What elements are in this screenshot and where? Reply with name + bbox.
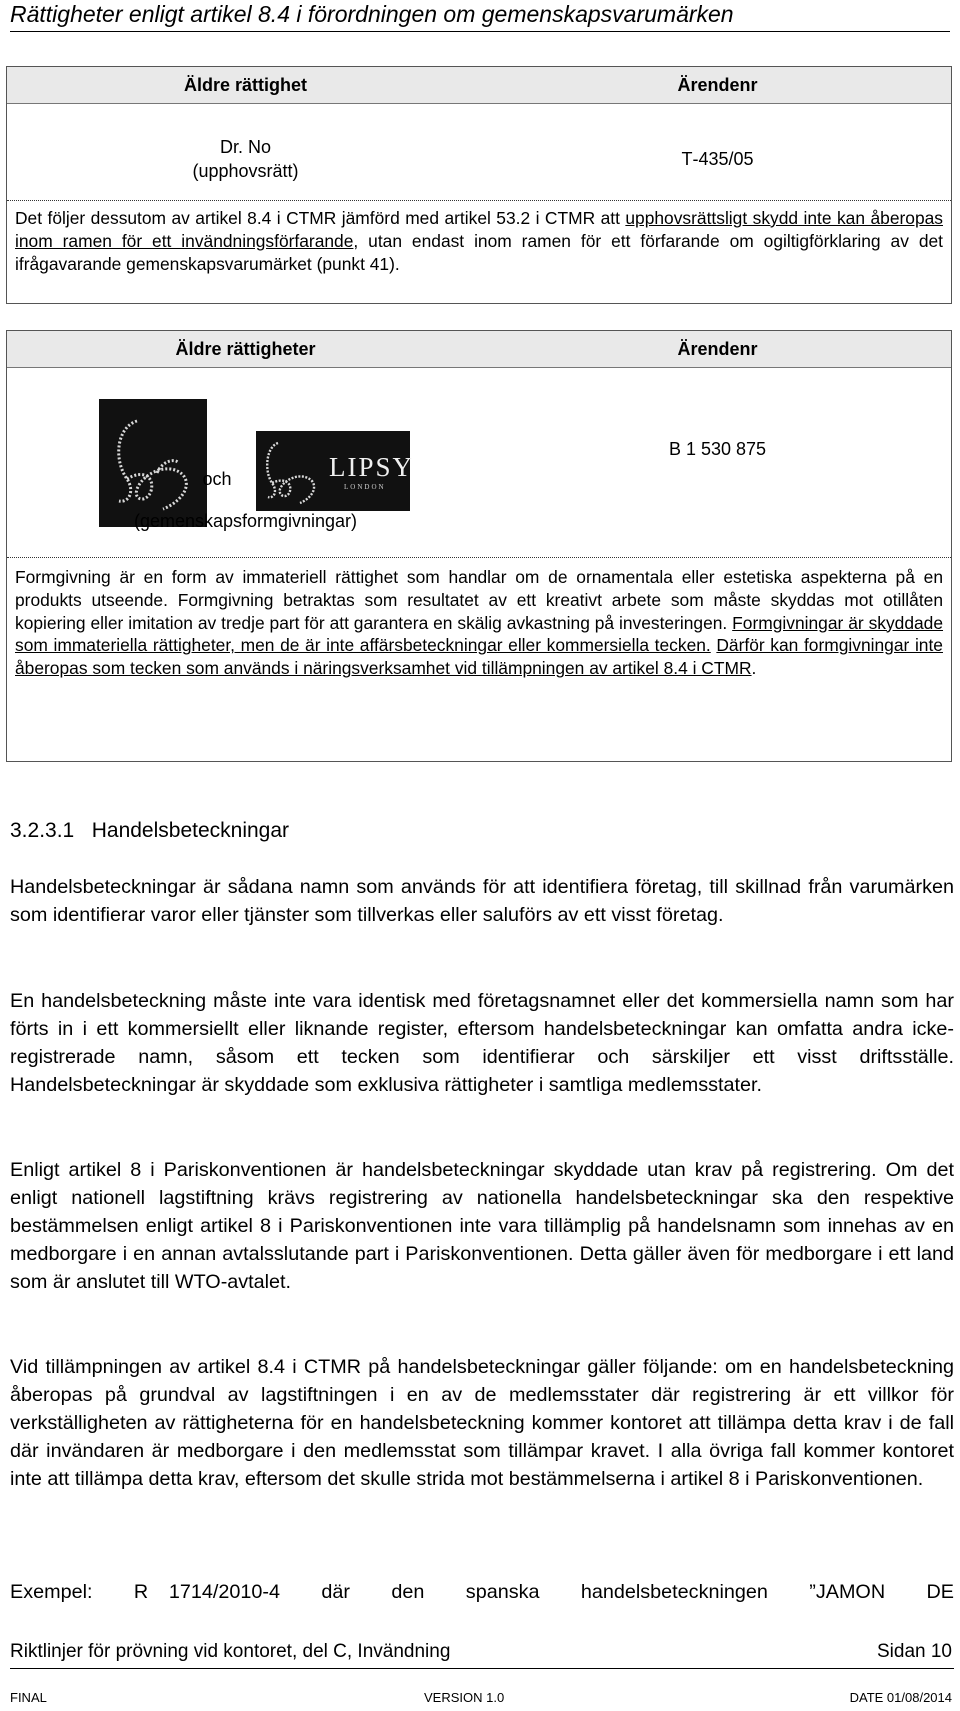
column-header-case-number: Ärendenr — [677, 75, 758, 95]
section-heading: 3.2.3.1 Handelsbeteckningar — [10, 819, 290, 842]
commentary-underlined: upphovsrättsligt skydd inte kan åberopas inom ramen för ett invändningsförfarande — [15, 208, 943, 251]
commentary-text-end: . — [751, 658, 757, 679]
footer-status: FINAL — [10, 1690, 47, 1705]
commentary-text-end: , utan endast inom ramen för ett förfarande om ogiltigförklaring av det ifrågavarande gemenskapsvarumärket (punkt 41). — [15, 230, 943, 274]
column-header-case-number: Ärendenr — [677, 339, 758, 359]
earlier-right-cell — [7, 135, 484, 183]
earlier-right-table-copyright — [6, 66, 952, 304]
table-header-row — [7, 67, 951, 104]
footer-document-title: Riktlinjer för prövning vid kontoret, del C, Invändning — [10, 1641, 451, 1662]
table-commentary — [7, 557, 951, 761]
table-commentary — [7, 200, 951, 303]
footer-version: VERSION 1.0 — [424, 1690, 505, 1705]
paragraph-1: Handelsbeteckningar är sådana namn som används för att identifiera företag, till skillnad från varumärken som identifierar varor eller tjänster som tillverkas eller saluförs av ett visst företag. — [10, 876, 954, 927]
page-header-title: Rättigheter enligt artikel 8.4 i förordningen om gemenskapsvarumärken — [10, 0, 950, 32]
lipsy-logo-wordmark: LIPSY — [329, 452, 415, 482]
commentary-underlined-2: Därför kan formgivningar inte åberopas som tecken som används i näringsverksamhet vid tillämpningen av artikel 8.4 i CTMR — [15, 635, 943, 679]
lipsy-logo-subtext: LONDON — [344, 483, 386, 491]
monogram-icon — [99, 399, 207, 527]
column-header-earlier-right: Äldre rättighet — [183, 75, 307, 95]
paragraph-3: Enligt artikel 8 i Pariskonventionen är handelsbeteckningar skyddade utan krav på registrering. Om det enligt nationell lagstiftning krävs registrering av nationella handelsbeteckningar ska den respektive bestämmelsen enligt artikel 8 i Pariskonventionen inte vara tillämplig på handelsnamn som innehas av en medborgare i en annan avtalsslutande part i Pariskonventionen. Detta gäller även för medborgare i ett land som är anslutet till WTO-avtalet. — [10, 1159, 954, 1294]
table-header-row — [7, 331, 951, 368]
paragraph-2: En handelsbeteckning måste inte vara identisk med företagsnamnet eller det kommersiella namn som har förts in i ett kommersiellt eller liknande register, eftersom handelsbeteckningar kan omfatta andra icke-registrerade namn, såsom ett tecken som identifierar och särskiljer ett visst driftsställe. Handelsbeteckningar är skyddade som exklusiva rättigheter i samtliga medlemsstater. — [10, 990, 954, 1097]
footer-divider — [10, 1668, 954, 1669]
case-number-cell: T‑435/05 — [681, 149, 754, 169]
case-number-cell: B 1 530 875 — [668, 439, 767, 459]
design-type-caption: (gemenskapsformgivningar) — [133, 511, 358, 531]
and-label: och — [202, 469, 232, 489]
earlier-right-title: Dr. No — [219, 137, 271, 157]
commentary-text: Det följer dessutom av artikel 8.4 i CTMR jämförd med artikel 53.2 i CTMR att — [15, 208, 626, 228]
paragraph-4: Vid tillämpningen av artikel 8.4 i CTMR på handelsbeteckningar gäller följande: om en handelsbeteckning åberopas på grundval av lagstiftningen i en av de medlemsstater där registrering är ett villkor för verkställigheten av rättigheterna för en handelsbeteckning kommer kontoret att tillämpa detta krav i de fall där invändaren är medborgare i den medlemsstat som tillämpar kravet. I alla övriga fall kommer kontoret inte att tillämpa detta krav, eftersom det skulle strida mot bestämmelserna i artikel 8 i Pariskonventionen. — [10, 1356, 954, 1491]
design-logo-image — [99, 399, 207, 527]
column-header-earlier-rights: Äldre rättigheter — [175, 339, 316, 359]
commentary-text: Formgivning är en form av immateriell rättighet som handlar om de ornamentala eller estetiska aspekterna på en produkts utseende. Formgivning betraktas som resultatet av ett kreativt arbete som måste skyddas mot otillåten kopiering eller imitation av tredje part för att garantera en skälig avkastning på investeringen. — [15, 567, 943, 633]
footer-page-number: Sidan 10 — [876, 1641, 952, 1662]
commentary-underlined-1: Formgivningar är skyddade som immateriella rättigheter, men de är inte affärsbeteckningar eller kommersiella tecken. — [15, 612, 944, 656]
earlier-rights-table-designs — [6, 330, 952, 762]
footer-date: DATE 01/08/2014 — [849, 1690, 952, 1705]
earlier-right-type: (upphovsrätt) — [192, 161, 299, 181]
paragraph-example: Exempel: R 1714/2010-4 där den spanska handelsbeteckningen ”JAMON DE — [10, 1581, 954, 1603]
